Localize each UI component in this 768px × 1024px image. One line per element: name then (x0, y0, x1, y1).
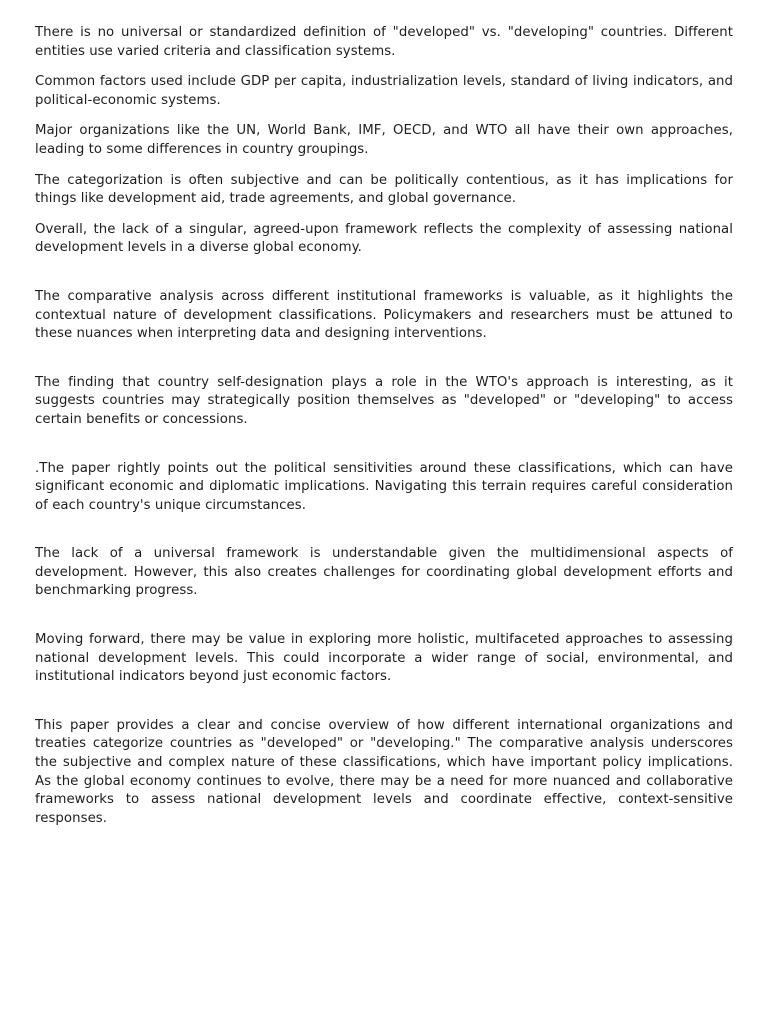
paragraph-overall-lack-of-framework: Overall, the lack of a singular, agreed-upon framework reflects the complexity of assessing national development levels in a diverse global economy. (35, 221, 733, 256)
paragraph-multidimensional-aspects: The lack of a universal framework is understandable given the multidimensional aspects of development. However, this also creates challenges for coordinating global development efforts and benchmarking progress. (35, 546, 733, 599)
paragraph-moving-forward: Moving forward, there may be value in exploring more holistic, multifaceted approaches to assessing national development levels. This could incorporate a wider range of social, environmental, and institutional indicators beyond just economic factors. (35, 632, 733, 685)
paragraph-comparative-analysis: The comparative analysis across different institutional frameworks is valuable, as it highlights the contextual nature of development classifications. Policymakers and researchers must be attuned to these nuances when interpreting data and designing interventions. (35, 288, 733, 342)
paragraph-categorization-subjective: The categorization is often subjective and can be politically contentious, as it has implications for things like development aid, trade agreements, and global governance. (35, 172, 733, 207)
paragraph-wto-self-designation: The finding that country self-designation plays a role in the WTO's approach is interesting, as it suggests countries may strategically position themselves as "developed" or "developing" to access certain benefits or concessions. (35, 374, 733, 427)
paragraph-common-factors: Common factors used include GDP per capita, industrialization levels, standard of living indicators, and political-economic systems. (35, 74, 733, 108)
document-body (35, 24, 733, 828)
paragraph-no-universal-definition: There is no universal or standardized definition of "developed" vs. "developing" countries. Different entities use varied criteria and classification systems. (35, 25, 733, 59)
paragraph-paper-overview: This paper provides a clear and concise overview of how different international organizations and treaties categorize countries as "developed" or "developing." The comparative analysis underscores the subjective and complex nature of these classifications, which have important policy implications. As the global economy continues to evolve, there may be a need for more nuanced and collaborative frameworks to assess national development levels and coordinate effective, context-sensitive responses. (35, 717, 733, 826)
paragraph-major-organizations: Major organizations like the UN, World Bank, IMF, OECD, and WTO all have their own approaches, leading to some differences in country groupings. (35, 123, 733, 157)
paragraph-political-sensitivities: .The paper rightly points out the political sensitivities around these classifications, which can have significant economic and diplomatic implications. Navigating this terrain requires careful consideration of each country's unique circumstances. (35, 460, 733, 513)
